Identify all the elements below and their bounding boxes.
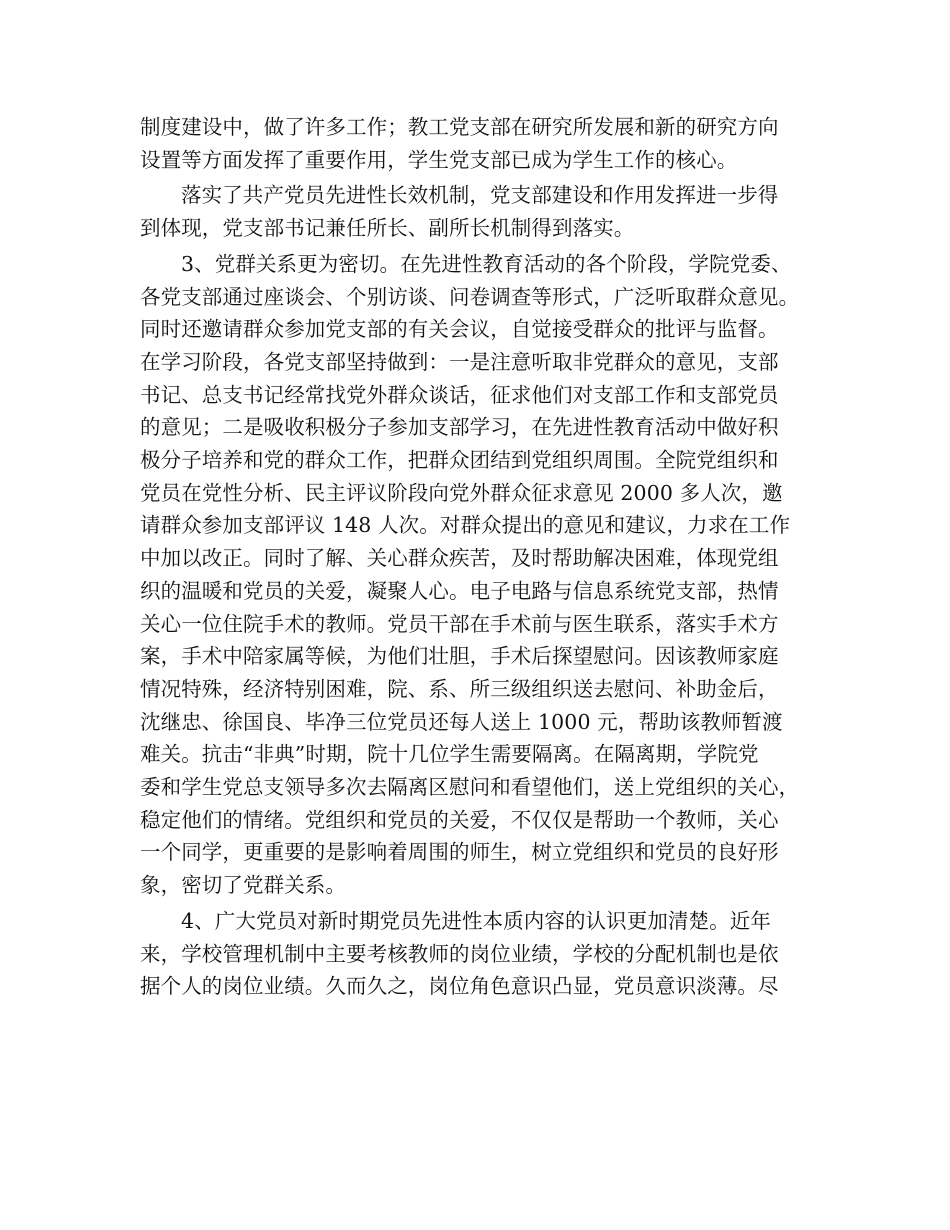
text-line: 制度建设中，做了许多工作；教工党支部在研究所发展和新的研究方向 bbox=[140, 115, 779, 139]
text-line: 党员在党性分析、民主评议阶段向党外群众征求意见 2000 多人次，邀 bbox=[140, 480, 783, 505]
text-line: 案，手术中陪家属等候，为他们壮胆，手术后探望慰问。因该教师家庭 bbox=[140, 644, 779, 669]
text-line: 同时还邀请群众参加党支部的有关会议，自觉接受群众的批评与监督。 bbox=[140, 317, 779, 342]
text-line: 3、党群关系更为密切。在先进性教育活动的各个阶段，学院党委、 bbox=[181, 251, 792, 276]
text-line: 4、广大党员对新时期党员先进性本质内容的认识更加清楚。近年 bbox=[181, 908, 771, 933]
body-text bbox=[140, 111, 830, 1003]
text-line: 极分子培养和党的群众工作，把群众团结到党组织周围。全院党组织和 bbox=[140, 448, 779, 473]
text-line: 稳定他们的情绪。党组织和党员的关爱，不仅仅是帮助一个教师，关心 bbox=[140, 807, 779, 832]
text-line: 据个人的岗位业绩。久而久之，岗位角色意识凸显，党员意识淡薄。尽 bbox=[140, 974, 779, 999]
text-line: 织的温暖和党员的关爱，凝聚人心。电子电路与信息系统党支部，热情 bbox=[140, 578, 779, 603]
text-line: 的意见；二是吸收积极分子参加支部学习，在先进性教育活动中做好积 bbox=[140, 415, 779, 440]
text-line: 委和学生党总支领导多次去隔离区慰问和看望他们，送上党组织的关心， bbox=[140, 775, 800, 800]
text-line: 情况特殊，经济特别困难，院、系、所三级组织送去慰问、补助金后， bbox=[140, 676, 779, 701]
text-line: 关心一位住院手术的教师。党员干部在手术前与医生联系，落实手术方 bbox=[140, 611, 779, 636]
text-line: 设置等方面发挥了重要作用，学生党支部已成为学生工作的核心。 bbox=[140, 147, 738, 172]
text-line: 落实了共产党员先进性长效机制，党支部建设和作用发挥进一步得 bbox=[181, 183, 779, 208]
text-line: 中加以改正。同时了解、关心群众疾苦，及时帮助解决困难，体现党组 bbox=[140, 546, 779, 571]
text-line: 请群众参加支部评议 148 人次。对群众提出的意见和建议，力求在工作 bbox=[140, 513, 791, 538]
text-line: 书记、总支书记经常找党外群众谈话，征求他们对支部工作和支部党员 bbox=[140, 382, 779, 407]
text-line: 到体现，党支部书记兼任所长、副所长机制得到落实。 bbox=[140, 216, 635, 241]
text-line: 难关。抗击“非典”时期，院十几位学生需要隔离。在隔离期，学院党 bbox=[140, 742, 759, 767]
text-line: 各党支部通过座谈会、个别访谈、问卷调查等形式，广泛听取群众意见。 bbox=[140, 284, 800, 309]
text-line: 一个同学，更重要的是影响着周围的师生，树立党组织和党员的良好形 bbox=[140, 840, 779, 865]
text-line: 沈继忠、徐国良、毕净三位党员还每人送上 1000 元，帮助该教师暂渡 bbox=[140, 709, 783, 734]
text-line: 来，学校管理机制中主要考核教师的岗位业绩，学校的分配机制也是依 bbox=[140, 941, 779, 966]
text-line: 在学习阶段，各党支部坚持做到：一是注意听取非党群众的意见，支部 bbox=[140, 349, 779, 374]
text-line: 象，密切了党群关系。 bbox=[140, 873, 346, 898]
